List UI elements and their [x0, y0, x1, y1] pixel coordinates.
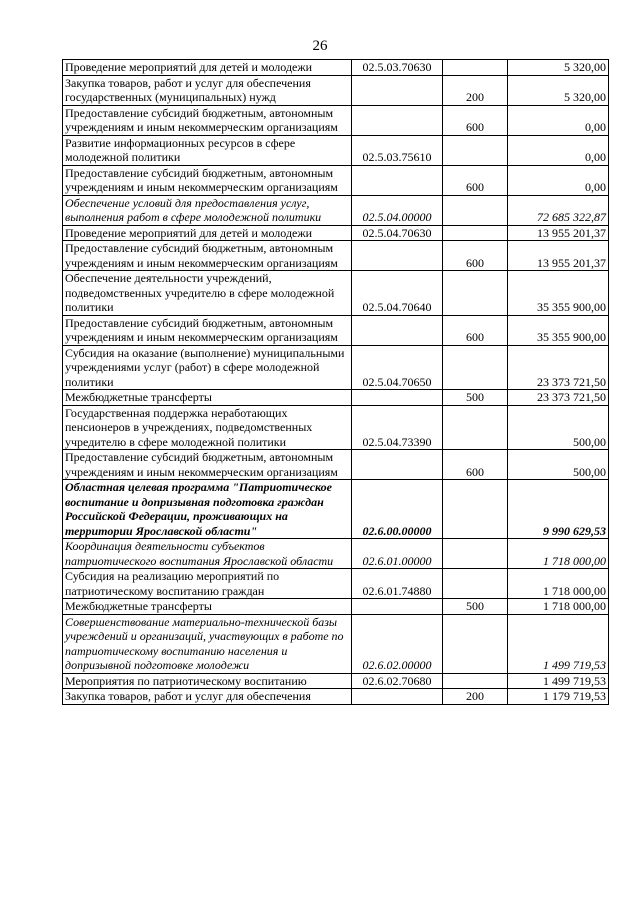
row-name-cell: Предоставление субсидий бюджетным, автономным учреждениям и иным некоммерческим организациям — [63, 315, 352, 345]
row-type-cell: 600 — [443, 241, 508, 271]
page-number: 26 — [312, 38, 328, 54]
row-type-cell — [443, 271, 508, 316]
table-row — [63, 105, 609, 135]
row-code-cell — [352, 241, 443, 271]
table-row — [63, 405, 609, 450]
row-type-cell — [443, 614, 508, 673]
row-type-cell — [443, 480, 508, 539]
row-amount-cell: 5 320,00 — [508, 60, 609, 76]
row-code-cell: 02.5.04.00000 — [352, 195, 443, 225]
row-name-cell: Обеспечение деятельности учреждений, подведомственных учредителю в сфере молодежной политики — [63, 271, 352, 316]
row-amount-cell: 1 499 719,53 — [508, 673, 609, 689]
row-amount-cell: 9 990 629,53 — [508, 480, 609, 539]
row-code-cell: 02.5.04.70640 — [352, 271, 443, 316]
row-type-cell — [443, 539, 508, 569]
row-amount-cell: 1 718 000,00 — [508, 599, 609, 615]
row-name-cell: Государственная поддержка неработающих пенсионеров в учреждениях, подведомственных учредителю в сфере молодежной политики — [63, 405, 352, 450]
row-code-cell — [352, 599, 443, 615]
row-name-cell: Субсидия на оказание (выполнение) муниципальными учреждениями услуг (работ) в сфере молодежной политики — [63, 345, 352, 390]
row-name-cell: Проведение мероприятий для детей и молодежи — [63, 60, 352, 76]
row-amount-cell: 13 955 201,37 — [508, 225, 609, 241]
row-name-cell: Закупка товаров, работ и услуг для обеспечения — [63, 689, 352, 705]
row-amount-cell: 0,00 — [508, 105, 609, 135]
row-amount-cell: 35 355 900,00 — [508, 271, 609, 316]
row-type-cell: 200 — [443, 689, 508, 705]
row-code-cell: 02.5.04.70650 — [352, 345, 443, 390]
row-amount-cell: 500,00 — [508, 405, 609, 450]
row-code-cell: 02.5.04.73390 — [352, 405, 443, 450]
row-amount-cell: 5 320,00 — [508, 75, 609, 105]
row-type-cell — [443, 673, 508, 689]
table-row — [63, 315, 609, 345]
row-type-cell: 500 — [443, 599, 508, 615]
row-code-cell — [352, 689, 443, 705]
row-type-cell — [443, 569, 508, 599]
row-name-cell: Предоставление субсидий бюджетным, автономным учреждениям и иным некоммерческим организациям — [63, 450, 352, 480]
row-type-cell — [443, 225, 508, 241]
row-code-cell — [352, 450, 443, 480]
row-amount-cell: 1 718 000,00 — [508, 539, 609, 569]
row-type-cell — [443, 135, 508, 165]
table-row — [63, 271, 609, 316]
row-type-cell — [443, 345, 508, 390]
row-amount-cell: 13 955 201,37 — [508, 241, 609, 271]
table-row — [63, 195, 609, 225]
row-name-cell: Обеспечение условий для предоставления услуг, выполнения работ в сфере молодежной политики — [63, 195, 352, 225]
row-name-cell: Предоставление субсидий бюджетным, автономным учреждениям и иным некоммерческим организациям — [63, 165, 352, 195]
row-name-cell: Предоставление субсидий бюджетным, автономным учреждениям и иным некоммерческим организациям — [63, 241, 352, 271]
table-row — [63, 165, 609, 195]
table-row — [63, 241, 609, 271]
row-name-cell: Предоставление субсидий бюджетным, автономным учреждениям и иным некоммерческим организациям — [63, 105, 352, 135]
row-type-cell — [443, 60, 508, 76]
row-code-cell — [352, 390, 443, 406]
row-code-cell: 02.5.03.75610 — [352, 135, 443, 165]
row-code-cell — [352, 315, 443, 345]
table-row — [63, 345, 609, 390]
table-row — [63, 480, 609, 539]
row-type-cell — [443, 195, 508, 225]
row-type-cell: 600 — [443, 450, 508, 480]
table-row — [63, 60, 609, 76]
row-name-cell: Проведение мероприятий для детей и молодежи — [63, 225, 352, 241]
row-code-cell — [352, 75, 443, 105]
row-code-cell: 02.6.02.70680 — [352, 673, 443, 689]
budget-table-body — [63, 60, 609, 705]
table-row — [63, 599, 609, 615]
row-amount-cell: 1 179 719,53 — [508, 689, 609, 705]
row-code-cell — [352, 165, 443, 195]
row-amount-cell: 500,00 — [508, 450, 609, 480]
row-code-cell: 02.5.04.70630 — [352, 225, 443, 241]
row-code-cell: 02.6.00.00000 — [352, 480, 443, 539]
table-row — [63, 75, 609, 105]
row-amount-cell: 72 685 322,87 — [508, 195, 609, 225]
row-amount-cell: 35 355 900,00 — [508, 315, 609, 345]
row-type-cell: 600 — [443, 315, 508, 345]
row-code-cell — [352, 105, 443, 135]
row-name-cell: Межбюджетные трансферты — [63, 599, 352, 615]
row-name-cell: Закупка товаров, работ и услуг для обеспечения государственных (муниципальных) нужд — [63, 75, 352, 105]
row-amount-cell: 0,00 — [508, 165, 609, 195]
row-amount-cell: 23 373 721,50 — [508, 390, 609, 406]
table-row — [63, 450, 609, 480]
table-row — [63, 539, 609, 569]
row-code-cell: 02.6.01.00000 — [352, 539, 443, 569]
table-row — [63, 673, 609, 689]
table-row — [63, 390, 609, 406]
row-code-cell: 02.6.02.00000 — [352, 614, 443, 673]
row-amount-cell: 23 373 721,50 — [508, 345, 609, 390]
row-name-cell: Субсидия на реализацию мероприятий по патриотическому воспитанию граждан — [63, 569, 352, 599]
row-type-cell: 200 — [443, 75, 508, 105]
row-type-cell: 500 — [443, 390, 508, 406]
row-type-cell — [443, 405, 508, 450]
table-row — [63, 569, 609, 599]
row-amount-cell: 0,00 — [508, 135, 609, 165]
row-name-cell: Областная целевая программа "Патриотическое воспитание и допризывная подготовка граждан Российской Федерации, проживающих на территории Ярославской области" — [63, 480, 352, 539]
table-row — [63, 689, 609, 705]
table-row — [63, 135, 609, 165]
table-row — [63, 614, 609, 673]
row-type-cell: 600 — [443, 165, 508, 195]
row-amount-cell: 1 718 000,00 — [508, 569, 609, 599]
row-code-cell: 02.5.03.70630 — [352, 60, 443, 76]
budget-table — [62, 59, 609, 705]
row-type-cell: 600 — [443, 105, 508, 135]
row-name-cell: Межбюджетные трансферты — [63, 390, 352, 406]
row-name-cell: Совершенствование материально-технической базы учреждений и организаций, участвующих в работе по патриотическому воспитанию населения и допризывной подготовке молодежи — [63, 614, 352, 673]
row-amount-cell: 1 499 719,53 — [508, 614, 609, 673]
row-name-cell: Мероприятия по патриотическому воспитанию — [63, 673, 352, 689]
row-code-cell: 02.6.01.74880 — [352, 569, 443, 599]
table-row — [63, 225, 609, 241]
row-name-cell: Координация деятельности субъектов патриотического воспитания Ярославской области — [63, 539, 352, 569]
row-name-cell: Развитие информационных ресурсов в сфере молодежной политики — [63, 135, 352, 165]
